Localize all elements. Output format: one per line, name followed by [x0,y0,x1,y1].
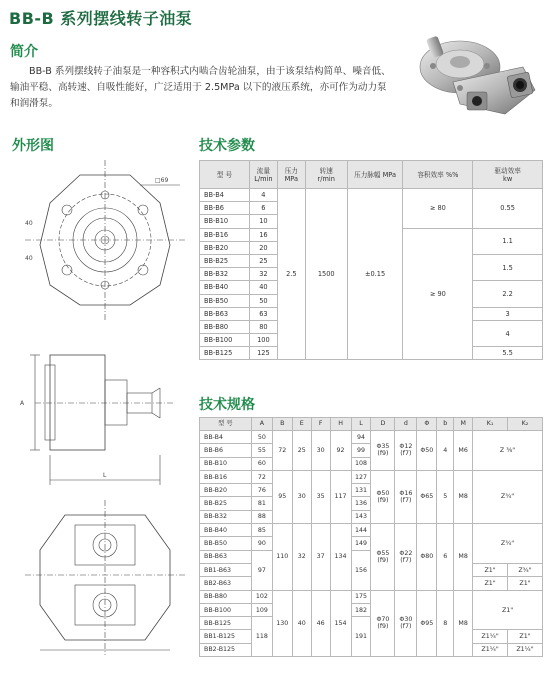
b-cell: 72 [272,431,292,471]
k1-cell: Z1" [473,577,508,590]
power-cell: 4 [473,320,543,346]
model-cell: BB-B40 [200,281,250,294]
m-cell: M8 [454,470,473,523]
l-cell: 144 [351,524,371,537]
k1-cell: Z1¼" [473,643,508,656]
key-cell: 6 [437,524,454,590]
phi-cell: Φ80 [417,524,437,590]
small-d-cell: Φ12 (f7) [395,431,417,471]
a-cell: 50 [251,431,272,444]
flow-cell: 25 [249,254,277,267]
header-cell: E [292,418,311,431]
model-cell: BB-B32 [200,268,250,281]
phi-cell: Φ95 [417,590,437,656]
flow-cell: 100 [249,334,277,347]
model-cell: BB-B6 [200,444,252,457]
m-cell: M8 [454,524,473,590]
model-cell: BB1-B63 [200,563,252,576]
f-cell: 30 [311,431,330,471]
l-cell: 94 [351,431,371,444]
page-title: BB-B 系列摆线转子油泵 [9,9,193,28]
header-cell: K₂ [508,418,543,431]
table-row [200,431,543,444]
header-cell: 驱动效率 kw [473,161,543,189]
k-cell: Z¾" [473,524,543,564]
model-cell: BB-B63 [200,307,250,320]
model-cell: BB-B80 [200,590,252,603]
a-cell: 118 [251,617,272,657]
power-cell: 2.2 [473,281,543,307]
dim-label: A [20,400,25,407]
model-cell: BB-B100 [200,603,252,616]
d-cell: Φ50 (f9) [371,470,395,523]
l-cell: 131 [351,484,371,497]
model-cell: BB-B6 [200,202,250,215]
model-cell: BB-B80 [200,320,250,333]
dim-label: L [103,472,107,479]
a-cell: 102 [251,590,272,603]
model-cell: BB-B50 [200,537,252,550]
b-cell: 95 [272,470,292,523]
a-cell: 60 [251,457,272,470]
dim-label: □69 [155,177,169,184]
e-cell: 30 [292,470,311,523]
h-cell: 134 [330,524,351,590]
specs-heading: 技术规格 [199,397,255,413]
header-cell: A [251,418,272,431]
flow-cell: 125 [249,347,277,360]
header-cell: 容积效率 %% [403,161,473,189]
d-cell: Φ55 (f9) [371,524,395,590]
k-cell: Z1" [473,590,543,630]
flow-cell: 10 [249,215,277,228]
flow-cell: 20 [249,241,277,254]
model-cell: BB-B20 [200,241,250,254]
model-cell: BB-B25 [200,497,252,510]
d-cell: Φ35 (f9) [371,431,395,471]
model-cell: BB-B16 [200,228,250,241]
model-cell: BB-B4 [200,189,250,202]
small-d-cell: Φ30 (f7) [395,590,417,656]
model-cell: BB-B125 [200,347,250,360]
model-cell: BB-B16 [200,470,252,483]
header-cell: K₁ [473,418,508,431]
speed-cell: 1500 [305,189,347,360]
l-cell: 99 [351,444,371,457]
k2-cell: Z1" [508,577,543,590]
l-cell: 191 [351,617,371,657]
header-cell: 压力脉幅 MPa [347,161,403,189]
a-cell: 85 [251,524,272,537]
f-cell: 46 [311,590,330,656]
k2-cell: Z¾" [508,563,543,576]
a-cell: 90 [251,537,272,550]
table-row [200,470,543,483]
small-d-cell: Φ16 (f7) [395,470,417,523]
k-cell: Z¾" [473,470,543,523]
drawing-heading: 外形图 [12,138,54,154]
power-cell: 1.5 [473,254,543,280]
phi-cell: Φ50 [417,431,437,471]
model-cell: BB2-B63 [200,577,252,590]
l-cell: 127 [351,470,371,483]
f-cell: 37 [311,524,330,590]
model-cell: BB-B10 [200,457,252,470]
flow-cell: 6 [249,202,277,215]
header-cell: L [351,418,371,431]
a-cell: 76 [251,484,272,497]
e-cell: 25 [292,431,311,471]
header-cell: H [330,418,351,431]
l-cell: 149 [351,537,371,550]
header-cell: 型 号 [200,418,252,431]
params-heading: 技术参数 [199,138,255,154]
table-row [200,524,543,537]
l-cell: 175 [351,590,371,603]
params-table [199,160,543,360]
model-cell: BB-B40 [200,524,252,537]
header-cell: 压力 MPa [277,161,305,189]
model-cell: BB1-B125 [200,630,252,643]
dim-label: 40 [25,220,33,227]
model-cell: BB-B20 [200,484,252,497]
key-cell: 5 [437,470,454,523]
model-cell: BB-B50 [200,294,250,307]
pump-photo [405,22,545,122]
k-cell: Z ⅜" [473,431,543,471]
l-cell: 156 [351,550,371,590]
header-cell: 流量 L/min [249,161,277,189]
pressure-cell: 2.5 [277,189,305,360]
h-cell: 154 [330,590,351,656]
outline-drawing [5,155,190,665]
model-cell: BB-B63 [200,550,252,563]
b-cell: 130 [272,590,292,656]
a-cell: 97 [251,550,272,590]
header-cell: D [371,418,395,431]
k1-cell: Z1¼" [473,630,508,643]
efficiency-cell: ≥ 80 [403,189,473,229]
d-cell: Φ70 (f9) [371,590,395,656]
flow-cell: 40 [249,281,277,294]
flow-cell: 50 [249,294,277,307]
header-cell: M [454,418,473,431]
efficiency-cell: ≥ 90 [403,228,473,360]
m-cell: M8 [454,590,473,656]
power-cell: 5.5 [473,347,543,360]
header-cell: Φ [417,418,437,431]
phi-cell: Φ65 [417,470,437,523]
b-cell: 110 [272,524,292,590]
k2-cell: Z1" [508,630,543,643]
header-cell: 型 号 [200,161,250,189]
model-cell: BB-B25 [200,254,250,267]
e-cell: 32 [292,524,311,590]
power-cell: 0.55 [473,189,543,229]
small-d-cell: Φ22 (f7) [395,524,417,590]
model-cell: BB-B10 [200,215,250,228]
h-cell: 92 [330,431,351,471]
key-cell: 8 [437,590,454,656]
f-cell: 35 [311,470,330,523]
model-cell: BB-B32 [200,510,252,523]
model-cell: BB-B100 [200,334,250,347]
a-cell: 81 [251,497,272,510]
flow-cell: 4 [249,189,277,202]
k1-cell: Z1" [473,563,508,576]
model-cell: BB-B125 [200,617,252,630]
specs-table [199,417,543,657]
a-cell: 72 [251,470,272,483]
header-cell: B [272,418,292,431]
key-cell: 4 [437,431,454,471]
header-cell: d [395,418,417,431]
header-cell: 转速 r/min [305,161,347,189]
flow-cell: 63 [249,307,277,320]
table-row [200,189,543,202]
m-cell: M6 [454,431,473,471]
flow-cell: 32 [249,268,277,281]
l-cell: 182 [351,603,371,616]
flow-cell: 16 [249,228,277,241]
l-cell: 143 [351,510,371,523]
a-cell: 88 [251,510,272,523]
model-cell: BB2-B125 [200,643,252,656]
l-cell: 108 [351,457,371,470]
k2-cell: Z1¼" [508,643,543,656]
intro-heading: 简介 [10,44,38,60]
e-cell: 40 [292,590,311,656]
header-cell: F [311,418,330,431]
intro-text: BB-B 系列摆线转子油泵是一种容积式内啮合齿轮油泵，由于该泵结构简单、噪音低、输油平稳、高转速、自吸性能好，广泛适用于 2.5MPa 以下的液压系统，亦可作为动力泵和润滑泵。 [10,66,391,109]
power-cell: 1.1 [473,228,543,254]
model-cell: BB-B4 [200,431,252,444]
power-cell: 3 [473,307,543,320]
h-cell: 117 [330,470,351,523]
a-cell: 55 [251,444,272,457]
table-row [200,590,543,603]
pulse-cell: ±0.15 [347,189,403,360]
a-cell: 109 [251,603,272,616]
header-cell: b [437,418,454,431]
l-cell: 136 [351,497,371,510]
dim-label: 40 [25,255,33,262]
flow-cell: 80 [249,320,277,333]
